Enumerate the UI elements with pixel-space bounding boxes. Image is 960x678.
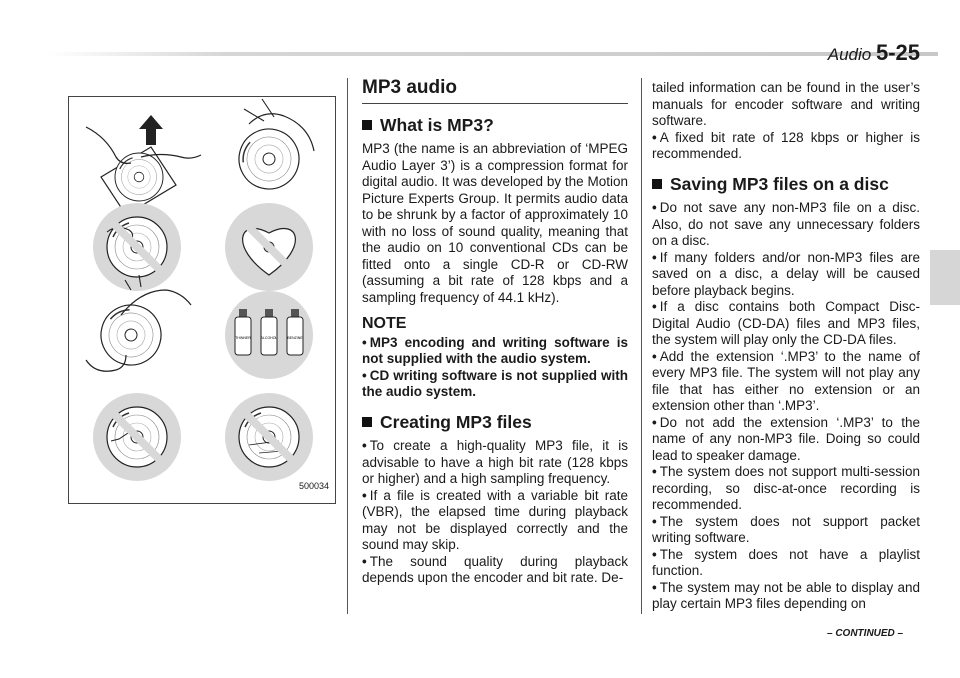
bottle-label: BENZINE xyxy=(287,336,303,340)
bullet-icon: • xyxy=(652,414,657,430)
bottle-label: ALCOHOL xyxy=(260,336,278,340)
hold-disc-scene xyxy=(228,99,314,200)
bullet-item xyxy=(652,349,920,415)
bullet-item xyxy=(362,438,628,488)
subheading-what-is-mp3 xyxy=(362,114,628,135)
no-scratched-disc-symbol xyxy=(225,393,313,481)
continued-paragraph: tailed information can be found in the user’s manuals for encoder software and writing software. xyxy=(652,80,920,128)
bullet-text: The system may not be able to display and play certain MP3 files depending on xyxy=(652,579,920,611)
bullet-item xyxy=(652,299,920,349)
chapter-title: Audio xyxy=(827,45,872,64)
bullet-icon: • xyxy=(652,299,657,314)
no-odd-shaped-disc-symbol xyxy=(225,203,313,291)
disc-handling-illustration xyxy=(69,97,335,503)
text-column-1 xyxy=(362,77,628,587)
text-column-2 xyxy=(652,80,920,613)
bullet-item xyxy=(652,514,920,547)
bullet-item xyxy=(362,554,628,587)
bullet-item xyxy=(652,200,920,250)
header-rule xyxy=(48,52,938,56)
figure-id: 500034 xyxy=(298,481,329,491)
square-bullet-icon xyxy=(652,179,662,189)
paragraph: MP3 (the name is an abbreviation of ‘MPEG Audio Layer 3’) is a compression format for digital audio. It was developed by the Motion Picture Experts Group. It permits audio data to be shrunk by a factor of approximately 10 with no loss of sound quality, meaning that the audio on 10 conventional CDs can be fitted onto a single CD-R or CD-RW (assuming a bit rate of 128 kbps and a sampling frequency of 44.1 kHz). xyxy=(362,141,628,305)
bullet-icon: • xyxy=(362,487,367,503)
bullet-text: The system does not support packet writing software. xyxy=(652,513,920,545)
bullet-item xyxy=(652,464,920,514)
note-text: MP3 encoding and writing software is not supplied with the audio system. xyxy=(362,334,628,366)
bullet-icon: • xyxy=(362,438,367,453)
no-fingerprint-symbol xyxy=(93,203,181,291)
no-cracked-disc-symbol xyxy=(93,393,181,481)
bullet-text: Do not save any non-MP3 file on a disc. Also, do not save any unnecessary folders on a disc. xyxy=(652,200,920,248)
square-bullet-icon xyxy=(362,120,372,130)
bullet-item xyxy=(652,547,920,580)
page-header xyxy=(828,40,920,66)
bullet-text: Do not add the extension ‘.MP3’ to the name of any non-MP3 file. Doing so could lead to speaker damage. xyxy=(652,414,920,463)
note-item xyxy=(362,368,628,401)
bullet-icon: • xyxy=(652,249,657,265)
bottle-label: THINNER xyxy=(235,336,251,340)
bullet-item xyxy=(652,415,920,465)
bullet-text: A fixed bit rate of 128 kbps or higher is recommended. xyxy=(652,129,920,161)
bullet-text: The system does not support multi-session recording, so disc-at-once recording is recommended. xyxy=(652,464,920,512)
bullet-icon: • xyxy=(362,553,367,569)
continued-marker: – CONTINUED – xyxy=(827,628,904,639)
subheading-text: Creating MP3 files xyxy=(380,411,532,432)
bullet-text: The system does not have a playlist function. xyxy=(652,546,920,578)
subheading-saving xyxy=(652,173,920,194)
bullet-text: Add the extension ‘.MP3’ to the name of every MP3 file. The system will not play any file that has either no extension or an extension other than ‘.MP3’. xyxy=(652,348,920,413)
square-bullet-icon xyxy=(362,417,372,427)
bullet-text: If a disc contains both Compact Disc-Digital Audio (CD-DA) files and MP3 files, the system will play only the CD-DA files. xyxy=(652,299,920,347)
no-solvents-symbol xyxy=(225,291,313,379)
bullet-icon: • xyxy=(362,367,367,383)
remove-disc-scene xyxy=(86,115,201,215)
bullet-icon: • xyxy=(652,348,657,364)
subheading-creating xyxy=(362,411,628,432)
bullet-item xyxy=(652,130,920,163)
bullet-item xyxy=(652,580,920,613)
bullet-icon: • xyxy=(362,334,367,350)
bullet-icon: • xyxy=(652,513,657,529)
bullet-icon: • xyxy=(652,200,657,215)
bullet-icon: • xyxy=(652,129,657,145)
disc-handling-figure xyxy=(68,96,336,504)
bullet-icon: • xyxy=(652,464,657,479)
bullet-text: To create a high-quality MP3 file, it is advisable to have a high bit rate (128 kbps or higher) and a high sampling frequency. xyxy=(362,438,628,486)
section-title: MP3 audio xyxy=(362,80,628,104)
bullet-text: If many folders and/or non-MP3 files are saved on a disc, a delay will be caused before playback begins. xyxy=(652,249,920,298)
bullet-text: If a file is created with a variable bit rate (VBR), the elapsed time during playback may not be displayed correctly and the sound may skip. xyxy=(362,487,628,552)
note-text: CD writing software is not supplied with the audio system. xyxy=(362,367,628,399)
column-divider xyxy=(641,78,642,614)
bullet-icon: • xyxy=(652,546,657,562)
subheading-text: Saving MP3 files on a disc xyxy=(670,173,889,194)
subheading-text: What is MP3? xyxy=(380,114,494,135)
bullet-text: The sound quality during playback depends upon the encoder and bit rate. De- xyxy=(362,553,628,585)
note-label: NOTE xyxy=(362,315,407,332)
bullet-item xyxy=(652,250,920,300)
page-number: 5-25 xyxy=(875,40,920,65)
bullet-item xyxy=(362,488,628,554)
note-item xyxy=(362,335,628,368)
bullet-icon: • xyxy=(652,579,657,595)
column-divider xyxy=(347,78,348,614)
chapter-tab xyxy=(930,250,960,305)
